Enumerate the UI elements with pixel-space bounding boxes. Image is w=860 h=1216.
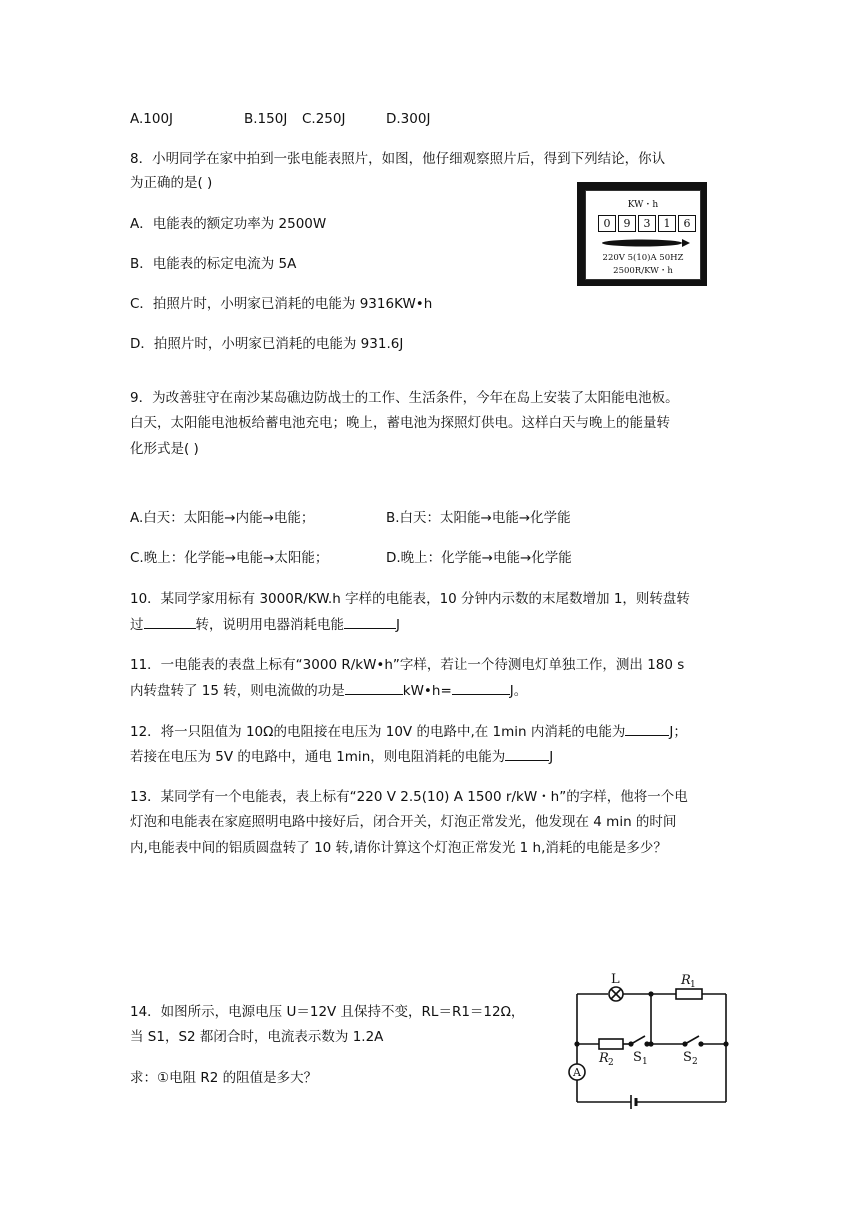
q9-option-d: D.晚上：化学能→电能→化学能 — [386, 550, 572, 566]
switch-s1-icon — [629, 1036, 649, 1046]
q12-stem-line1 — [130, 721, 687, 742]
meter-digit: 3 — [638, 215, 656, 232]
q11-stem-line2 — [130, 680, 527, 701]
meter-digit: 6 — [678, 215, 696, 232]
resistor-r1-icon — [676, 989, 702, 999]
q7-option-c: C.250J — [302, 111, 346, 127]
q9-stem-line2: 白天，太阳能电池板给蓄电池充电；晚上，蓄电池为探照灯供电。这样白天与晚上的能量转 — [130, 415, 670, 431]
q8-option-a: A．电能表的额定功率为 2500W — [130, 216, 327, 232]
meter-digit: 0 — [598, 215, 616, 232]
q9-stem-line1: 9．为改善驻守在南沙某岛礁边防战士的工作、生活条件，今年在岛上安装了太阳能电池板。 — [130, 390, 679, 406]
q7-option-d: D.300J — [386, 111, 431, 127]
r2-label: R — [599, 1051, 609, 1066]
q8-option-b: B．电能表的标定电流为 5A — [130, 256, 297, 272]
meter-digit: 1 — [658, 215, 676, 232]
meter-spec-line1: 220V 5(10)A 50HZ — [602, 253, 684, 263]
q10-stem-line2 — [130, 614, 400, 635]
meter-unit: KW・h — [627, 200, 659, 210]
q11-stem-line1: 11．一电能表的表盘上标有“3000 R/kW•h”字样，若让一个待测电灯单独工作，测出 180 s — [130, 657, 685, 673]
q11-text: 内转盘转了 15 转，则电流做的功是 — [130, 683, 345, 699]
meter-digits — [598, 215, 696, 231]
q9-option-c: C.晚上：化学能→电能→太阳能； — [130, 550, 329, 566]
q14-stem-line2: 当 S1，S2 都闭合时，电流表示数为 1.2A — [130, 1029, 384, 1045]
q13-stem-line3: 内,电能表中间的铝质圆盘转了 10 转,请你计算这个灯泡正常发光 1 h,消耗的电能是多少？ — [130, 840, 667, 856]
electricity-meter-photo — [577, 182, 707, 286]
circuit-diagram — [561, 972, 739, 1112]
s2-subscript: 2 — [692, 1057, 698, 1067]
q12-text: J； — [669, 724, 687, 740]
battery-icon — [631, 1095, 636, 1109]
switch-s2-icon — [683, 1036, 703, 1046]
r1-subscript: 1 — [690, 980, 696, 990]
q7-option-a: A.100J — [130, 111, 174, 127]
q10-blank-turns[interactable] — [144, 614, 196, 629]
q12-text: 若接在电压为 5V 的电路中，通电 1min，则电阻消耗的电能为 — [130, 749, 506, 765]
q10-stem-line1: 10．某同学家用标有 3000R/KW.h 字样的电能表，10 分钟内示数的末尾数增加 1，则转盘转 — [130, 591, 690, 607]
meter-spec-line2: 2500R/KW・h — [613, 266, 673, 276]
meter-digit: 9 — [618, 215, 636, 232]
lamp-icon — [609, 987, 623, 1001]
q14-stem-line1: 14．如图所示，电源电压 U＝12V 且保持不变，RL＝R1＝12Ω， — [130, 1004, 525, 1020]
q13-stem-line2: 灯泡和电能表在家庭照明电路中接好后，闭合开关，灯泡正常发光，他发现在 4 min 的时间 — [130, 814, 677, 830]
r1-label: R — [681, 973, 691, 988]
q8-option-d: D．拍照片时，小明家已消耗的电能为 931.6J — [130, 336, 404, 352]
q8-option-c: C．拍照片时，小明家已消耗的电能为 9316KW•h — [130, 296, 433, 312]
s1-subscript: 1 — [642, 1057, 648, 1067]
q8-stem-line2: 为正确的是( ) — [130, 175, 213, 191]
q12-stem-line2 — [130, 746, 553, 767]
q7-option-b: B.150J — [244, 111, 288, 127]
q12-text: J — [549, 749, 554, 765]
r2-subscript: 2 — [608, 1058, 614, 1068]
q10-text: 转，说明用电器消耗电能 — [195, 617, 344, 633]
q12-blank-2[interactable] — [505, 746, 549, 761]
s2-label: S — [683, 1050, 692, 1065]
q11-blank-kwh[interactable] — [345, 680, 403, 695]
q9-option-a: A.白天：太阳能→内能→电能； — [130, 510, 315, 526]
q11-text: J。 — [509, 683, 528, 699]
resistor-r2-icon — [599, 1039, 623, 1049]
q13-stem-line1: 13．某同学有一个电能表，表上标有“220 V 2.5(10) A 1500 r/kW・h”的字样，他将一个电 — [130, 789, 688, 805]
q10-blank-energy[interactable] — [344, 614, 396, 629]
q11-text: kW•h= — [402, 683, 452, 699]
s1-label: S — [633, 1050, 642, 1065]
q10-text: 过 — [130, 617, 144, 633]
q8-stem-line1: 8．小明同学在家中拍到一张电能表照片，如图，他仔细观察照片后，得到下列结论，你认 — [130, 151, 666, 167]
q11-blank-joules[interactable] — [452, 680, 510, 695]
q14-stem-line3: 求：①电阻 R2 的阻值是多大？ — [130, 1070, 318, 1086]
lamp-label: L — [611, 972, 620, 987]
q12-blank-1[interactable] — [625, 721, 669, 736]
q9-stem-line3: 化形式是( ) — [130, 441, 199, 457]
meter-disc-arrow-icon — [598, 239, 690, 247]
q12-text: 12．将一只阻值为 10Ω的电阻接在电压为 10V 的电路中,在 1min 内消耗的电能为 — [130, 724, 626, 740]
ammeter-label: A — [573, 1066, 581, 1079]
q10-text: J — [396, 617, 400, 633]
q9-option-b: B.白天：太阳能→电能→化学能 — [386, 510, 571, 526]
